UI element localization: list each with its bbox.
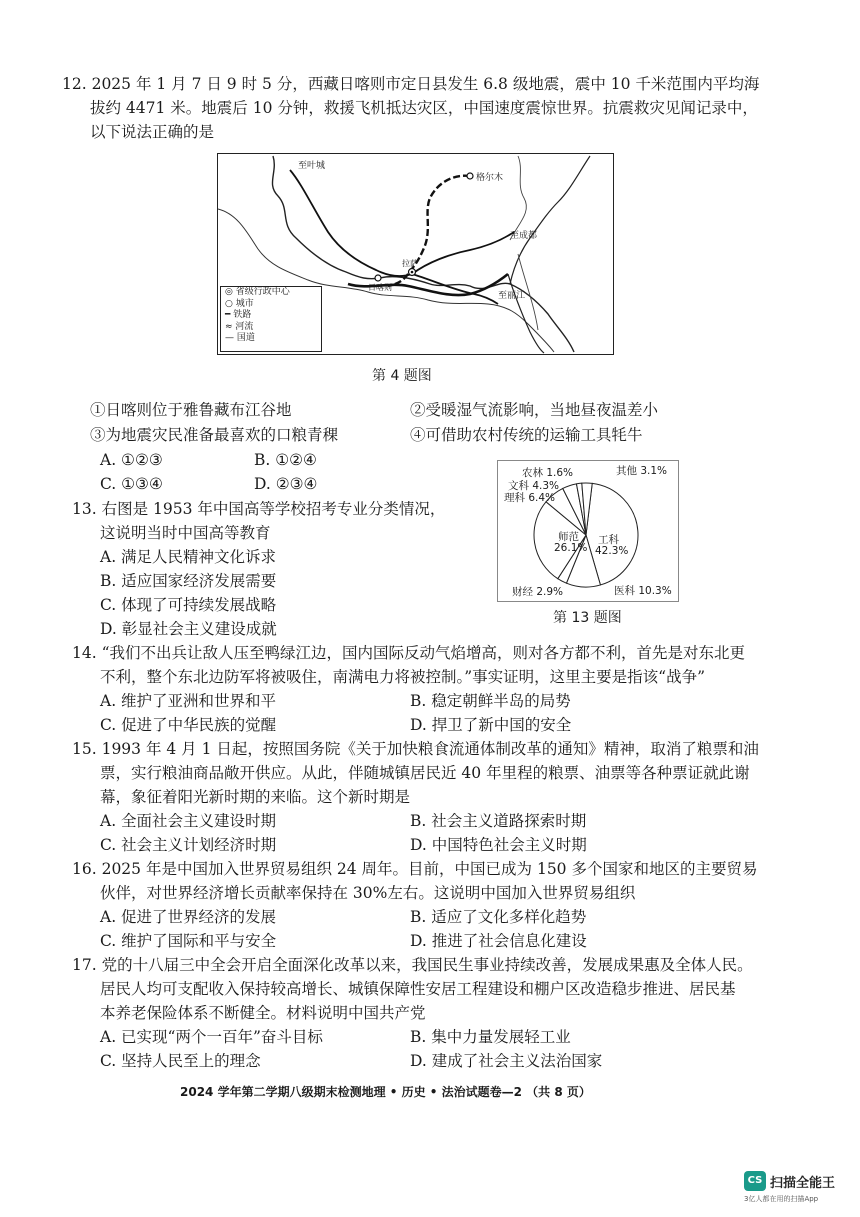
q12-choice-a: A. ①②③ <box>100 451 163 469</box>
legend-road: — 国道 <box>225 333 255 343</box>
city-symbol-icon: ○ <box>225 298 236 309</box>
q14-line2: 不利，整个东北边防军将被吸住，南满电力将被控制。”事实证明，这里主要是指该“战争” <box>100 668 706 686</box>
q15-line3: 幕，象征着阳光新时期的来临。这个新时期是 <box>100 788 411 806</box>
q12-choice-b: B. ①②④ <box>254 451 317 469</box>
pie-label-other: 其他 3.1% <box>616 465 668 477</box>
q17-choice-a: A. 已实现“两个一百年”奋斗目标 <box>100 1028 323 1046</box>
q17-choice-b: B. 集中力量发展轻工业 <box>410 1028 571 1046</box>
pie-label-finance: 财经 2.9% <box>512 586 564 598</box>
q17-choice-d: D. 建成了社会主义法治国家 <box>410 1052 603 1070</box>
q13-line2: 这说明当时中国高等教育 <box>100 524 271 542</box>
road-symbol-icon: — <box>225 333 237 343</box>
q14-choice-b: B. 稳定朝鲜半岛的局势 <box>410 692 571 710</box>
q13-choice-a: A. 满足人民精神文化诉求 <box>100 548 277 566</box>
legend-city: ○ 城市 <box>225 298 254 309</box>
q15-choice-a: A. 全面社会主义建设时期 <box>100 812 277 830</box>
q12-line1: 12. 2025 年 1 月 7 日 9 时 5 分，西藏日喀则市定日县发生 6.8 级地震，震中 10 千米范围内平均海 <box>62 75 760 93</box>
q12-opt2: ②受暖湿气流影响，当地昼夜温差小 <box>410 401 659 419</box>
q15-choice-c: C. 社会主义计划经济时期 <box>100 836 277 854</box>
pie-caption: 第 13 题图 <box>553 610 622 626</box>
q13-choice-d: D. 彰显社会主义建设成就 <box>100 620 277 638</box>
page-footer: 2024 学年第二学期八级期末检测地理 • 历史 • 法治试题卷—2 （共 8 页） <box>180 1085 591 1099</box>
q12-line2: 拔约 4471 米。地震后 10 分钟，救援飞机抵达灾区，中国速度震惊世界。抗震救灾见闻记录中， <box>90 99 758 117</box>
q12-choice-d: D. ②③④ <box>254 475 318 493</box>
legend-railway: ━ 铁路 <box>225 310 252 320</box>
q17-choice-c: C. 坚持人民至上的理念 <box>100 1052 261 1070</box>
q16-choice-b: B. 适应了文化多样化趋势 <box>410 908 587 926</box>
q15-line1: 15. 1993 年 4 月 1 日起，按照国务院《关于加快粮食流通体制改革的通知》精神，取消了粮票和油 <box>72 740 759 758</box>
q12-opt3: ③为地震灾民准备最喜欢的口粮青稞 <box>90 426 339 444</box>
label-chengdu: 至成都 <box>510 231 538 241</box>
pie-label-science: 理科 6.4% <box>504 492 556 504</box>
pie-label-arts: 文科 4.3% <box>508 480 560 492</box>
cs-badge-icon: CS <box>744 1171 766 1191</box>
q16-choice-c: C. 维护了国际和平与安全 <box>100 932 277 950</box>
q17-line1: 17. 党的十八届三中全会开启全面深化改革以来，我国民生事业持续改善，发展成果惠及全体人民。 <box>72 956 753 974</box>
q16-choice-a: A. 促进了世界经济的发展 <box>100 908 277 926</box>
pie-label-agriculture: 农林 1.6% <box>522 467 574 479</box>
q16-choice-d: D. 推进了社会信息化建设 <box>410 932 587 950</box>
q12-opt1: ①日喀则位于雅鲁藏布江谷地 <box>90 401 292 419</box>
q12-choice-c: C. ①③④ <box>100 475 163 493</box>
q13-choice-b: B. 适应国家经济发展需要 <box>100 572 277 590</box>
pie-label-medicine: 医科 10.3% <box>614 585 672 597</box>
railway-symbol-icon: ━ <box>225 310 234 320</box>
q14-choice-c: C. 促进了中华民族的觉醒 <box>100 716 277 734</box>
camscanner-name: 扫描全能王 <box>770 1176 836 1191</box>
q14-choice-a: A. 维护了亚洲和世界和平 <box>100 692 277 710</box>
major-pie-chart <box>497 460 679 602</box>
pie-label-engineering-value: 42.3% <box>595 545 629 557</box>
map-caption: 第 4 题图 <box>372 368 432 384</box>
label-yecheng: 至叶城 <box>298 161 326 171</box>
label-rikaze: 日喀则 <box>368 283 392 292</box>
q15-line2: 票，实行粮油商品敞开供应。从此，伴随城镇居民近 40 年里程的粮票、油票等各种票证就此谢 <box>100 764 750 782</box>
river-symbol-icon: ≈ <box>225 321 236 332</box>
q12-opt4: ④可借助农村传统的运输工具牦牛 <box>410 426 643 444</box>
q13-choice-c: C. 体现了可持续发展战略 <box>100 596 277 614</box>
q13-line1: 13. 右图是 1953 年中国高等学校招考专业分类情况， <box>72 500 446 518</box>
camscanner-slogan: 3亿人都在用的扫描App <box>744 1195 819 1203</box>
label-lasa: 拉萨 <box>402 259 418 268</box>
label-lijiang: 至丽江 <box>498 291 526 301</box>
q17-line3: 本养老保险体系不断健全。材料说明中国共产党 <box>100 1004 426 1022</box>
camscanner-logo <box>744 1171 840 1205</box>
q17-line2: 居民人均可支配收入保持较高增长、城镇保障性安居工程建设和棚户区改造稳步推进、居民基 <box>100 980 736 998</box>
q14-choice-d: D. 捍卫了新中国的安全 <box>410 716 572 734</box>
q15-choice-d: D. 中国特色社会主义时期 <box>410 836 587 854</box>
legend-river: ≈ 河流 <box>225 321 254 332</box>
capital-symbol-icon: ◎ <box>225 287 236 297</box>
q16-line2: 伙伴，对世界经济增长贡献率保持在 30%左右。这说明中国加入世界贸易组织 <box>100 884 636 902</box>
q15-choice-b: B. 社会主义道路探索时期 <box>410 812 587 830</box>
map-legend <box>220 286 322 352</box>
label-geermu: 格尔木 <box>476 173 504 183</box>
q12-line3: 以下说法正确的是 <box>90 123 215 141</box>
q14-line1: 14. “我们不出兵让敌人压至鸭绿江边，国内国际反动气焰增高，则对各方都不利，首先是对东北更 <box>72 644 746 662</box>
tibet-map <box>217 153 614 355</box>
pie-label-normal-value: 26.1% <box>554 542 588 554</box>
pie-label-normal: 师范 <box>558 531 579 543</box>
q16-line1: 16. 2025 年是中国加入世界贸易组织 24 周年。目前，中国已成为 150 多个国家和地区的主要贸易 <box>72 860 758 878</box>
pie-label-engineering: 工科 <box>598 534 619 546</box>
legend-capital: ◎ 省级行政中心 <box>225 287 290 297</box>
